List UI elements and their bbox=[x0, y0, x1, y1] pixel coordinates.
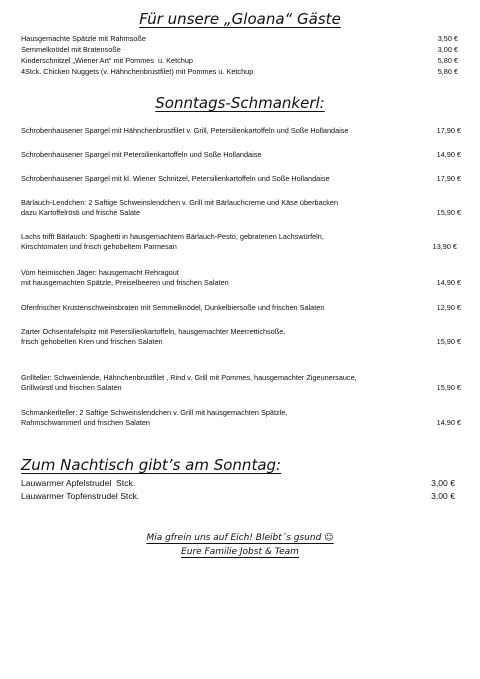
item-price: 5,80 € bbox=[437, 67, 458, 76]
item-description: Grillwürstl und frischen Salaten bbox=[21, 383, 122, 392]
item-price: 3,00 € bbox=[431, 491, 455, 501]
item-price: 15,90 € bbox=[436, 383, 461, 392]
item-price: 3,00 € bbox=[431, 478, 455, 488]
footer-greeting bbox=[0, 531, 480, 559]
item-price: 14,90 € bbox=[436, 278, 461, 287]
section-title-sunday: Sonntags-Schmankerl: bbox=[155, 94, 325, 112]
item-price: 15,90 € bbox=[436, 208, 461, 217]
item-price: 3,50 € bbox=[437, 34, 458, 43]
item-description: Schrobenhausener Spargel mit kl. Wiener Schnitzel, Petersilienkartoffeln und Soße Hollandaise bbox=[21, 174, 330, 183]
section-title-dessert: Zum Nachtisch gibt’s am Sonntag: bbox=[21, 456, 282, 474]
item-description: Kirschtomaten und frisch gehobeltem Parmesan bbox=[21, 242, 177, 251]
item-description: frisch gehobelten Kren und frischen Salaten bbox=[21, 337, 163, 346]
greeting-line: Mia gfrein uns auf Eich! Bleibt´s gsund ☺ bbox=[146, 533, 334, 543]
item-description: Vom heimischen Jäger: hausgemacht Rehragout bbox=[21, 268, 179, 277]
item-description: dazu Kartoffelrösti und frische Salate bbox=[21, 208, 141, 217]
item-name: Lauwarmer Topfenstrudel Stck. bbox=[21, 491, 140, 501]
list-item bbox=[21, 174, 461, 184]
item-price: 14,90 € bbox=[436, 150, 461, 159]
list-item bbox=[21, 373, 461, 393]
list-item bbox=[21, 408, 461, 428]
list-item bbox=[21, 232, 461, 252]
item-description: Schrobenhausener Spargel mit Petersilienkartoffeln und Soße Hollandaise bbox=[21, 150, 262, 159]
list-item bbox=[21, 126, 461, 136]
section-title-guests: Für unsere „Gloana“ Gäste bbox=[139, 10, 341, 28]
item-name: 4Stck. Chicken Nuggets (v. Hähnchenbrustfilet) mit Pommes u. Ketchup bbox=[21, 67, 254, 76]
item-price: 17,90 € bbox=[436, 126, 461, 135]
item-description: Rahmschwammerl und frischen Salaten bbox=[21, 418, 150, 427]
item-description: Ofenfrischer Krustenschweinsbraten mit Semmelknödel, Dunkelbiersoße und frischen Salaten bbox=[21, 303, 325, 312]
item-description: mit hausgemachten Spätzle, Preiselbeeren und frischen Salaten bbox=[21, 278, 229, 287]
item-price: 17,90 € bbox=[436, 174, 461, 183]
list-item bbox=[21, 150, 461, 160]
item-price: 12,90 € bbox=[436, 303, 461, 312]
item-description: Schrobenhausener Spargel mit Hähnchenbrustfilet v. Grill, Petersilienkartoffeln und Soße Hollandaise bbox=[21, 126, 349, 135]
item-name: Lauwarmer Apfelstrudel Stck. bbox=[21, 478, 136, 488]
item-description: Grillteller: Schweinlende, Hähnchenbrustfilet , Rind v. Grill mit Pommes, hausgemachter Zigeunersauce, bbox=[21, 373, 357, 382]
item-price: 14,90 € bbox=[436, 418, 461, 427]
item-name: Kinderschnitzel „Wiener Art“ mit Pommes u. Ketchup bbox=[21, 56, 193, 65]
item-description: Lachs trifft Bärlauch: Spaghetti in hausgemachtem Bärlauch-Pesto, gebratenen Lachswürfeln, bbox=[21, 232, 324, 241]
item-name: Semmelknödel mit Bratensoße bbox=[21, 45, 121, 54]
list-item bbox=[21, 198, 461, 218]
list-item bbox=[21, 303, 461, 313]
item-name: Hausgemachte Spätzle mit Rahmsoße bbox=[21, 34, 146, 43]
list-item bbox=[21, 268, 461, 288]
item-description: Bärlauch-Lendchen: 2 Saftige Schweinslendchen v. Grill mit Bärlauchcreme und Käse überbacken bbox=[21, 198, 339, 207]
item-price: 13,90 € bbox=[432, 242, 457, 251]
item-price: 3,00 € bbox=[437, 45, 458, 54]
item-description: Schmankerlteller: 2 Saftige Schweinslendchen v. Grill mit hausgemachten Spätzle, bbox=[21, 408, 288, 417]
signature-line: Eure Familie Jobst & Team bbox=[181, 547, 299, 557]
list-item bbox=[21, 327, 461, 347]
item-description: Zarter Ochsentafelspitz mit Petersilienkartoffeln, hausgemachter Meerrettichsoße, bbox=[21, 327, 286, 336]
item-price: 15,90 € bbox=[436, 337, 461, 346]
item-price: 5,80 € bbox=[437, 56, 458, 65]
